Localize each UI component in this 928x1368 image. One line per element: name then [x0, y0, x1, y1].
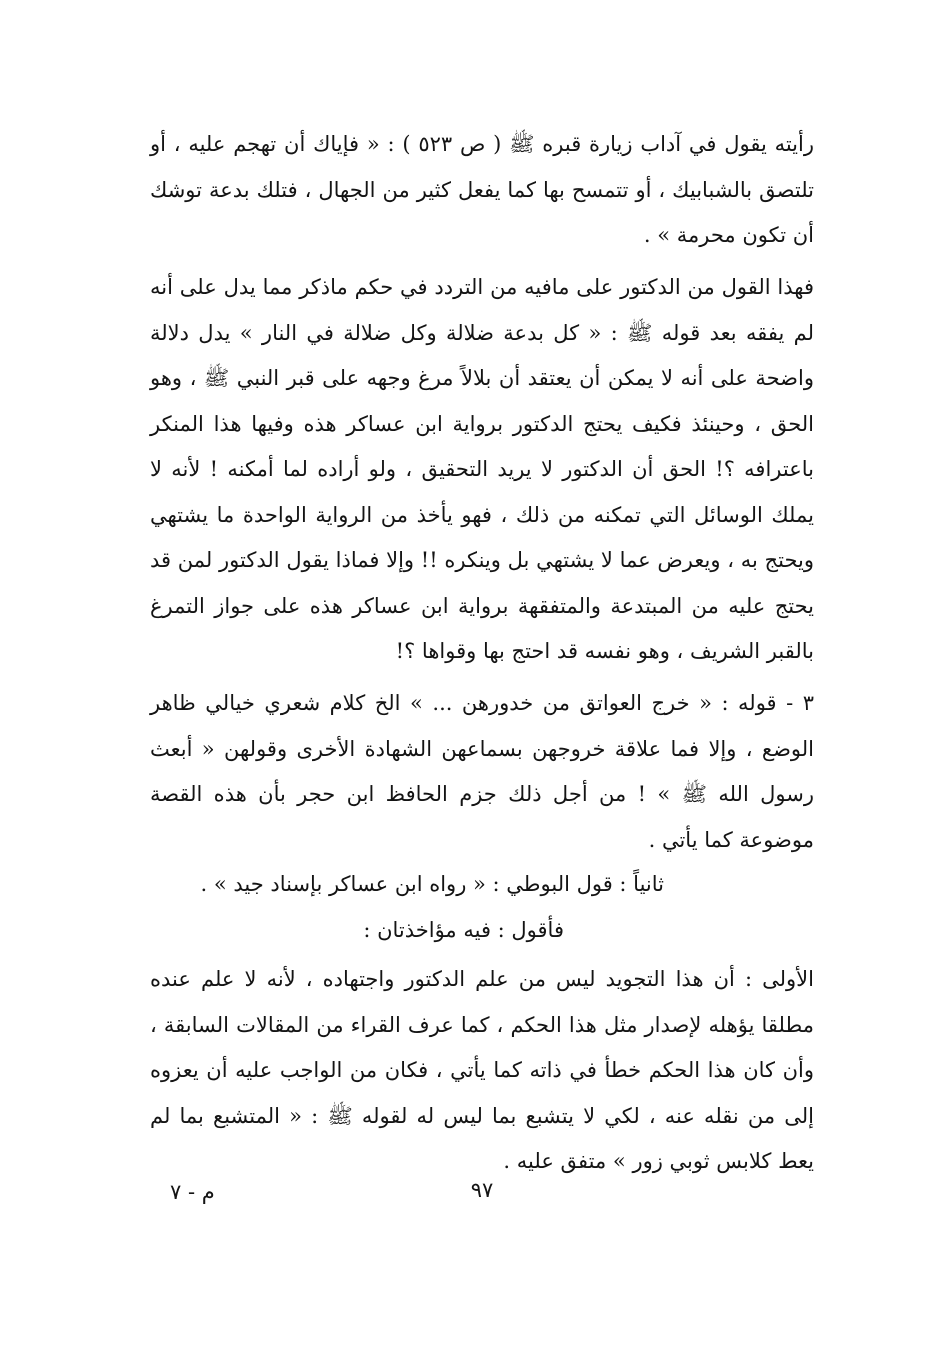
objections-line: فأقول : فيه مؤاخذتان :	[363, 917, 564, 942]
page-footer	[150, 1178, 814, 1218]
printer-signature: م - ٧	[170, 1180, 215, 1204]
paragraph-point-three	[150, 681, 814, 863]
paragraph-opening-quote	[150, 122, 814, 259]
paragraph-text: ٣ - قوله : « خرج العواتق من خدورهن ... » الخ كلام شعري خيالي ظاهر الوضع ، وإلا فما علاقة خروجهن بسماعهن الشهادة الأخرى وقولهن « أبعث رسول الله ﷺ » ! من أجل ذلك جزم الحافظ ابن حجر بأن هذه القصة موضوعة كما يأتي .	[150, 691, 814, 852]
secondly-line: ثانياً : قول البوطي : « رواه ابن عساكر بإسناد جيد » .	[200, 872, 664, 896]
paragraph-text: الأولى : أن هذا التجويد ليس من علم الدكتور واجتهاده ، لأنه لا علم عنده مطلقا يؤهله لإصدار مثل هذا الحكم ، كما عرف القراء من المقالات السابقة ، وأن كان هذا الحكم خطأ في ذاته كما يأتي ، فكان من الواجب عليه أن يعزوه إلى من نقله عنه ، لكي لا يتشبع بما ليس له لقوله ﷺ : « المتشبع بما لم يعط كلابس ثوبي زور » متفق عليه .	[150, 967, 814, 1173]
paragraph-first-objection	[150, 957, 814, 1185]
page-number: ٩٧	[470, 1178, 494, 1202]
paragraph-commentary	[150, 265, 814, 675]
paragraph-text: فهذا القول من الدكتور على مافيه من التردد في حكم ماذكر مما يدل على أنه لم يفقه بعد قوله ﷺ : « كل بدعة ضلالة وكل ضلالة في النار » يدل دلالة واضحة على أنه لا يمكن أن يعتقد أن بلالاً مرغ وجهه على قبر النبي ﷺ ، وهو الحق ، وحينئذ فكيف يحتج الدكتور برواية ابن عساكر هذه وفيها هذا المنكر باعترافه ؟! الحق أن الدكتور لا يريد التحقيق ، ولو أراده لما أمكنه ! لأنه لا يملك الوسائل التي تمكنه من ذلك ، فهو يأخذ من الرواية الواحدة ما يشتهي ويحتج به ، ويعرض عما لا يشتهي بل وينكره !! وإلا فماذا يقول الدكتور لمن قد يحتج عليه من المبتدعة والمتفقهة برواية ابن عساكر هذه على جواز التمرغ بالقبر الشريف ، وهو نفسه قد احتج بها وقواها ؟!	[150, 275, 814, 663]
paragraph-secondly	[150, 862, 814, 953]
paragraph-text: رأيته يقول في آداب زيارة قبره ﷺ ( ص ٥٢٣ ) : « فإياك أن تهجم عليه ، أو تلتصق بالشبابيك ، أو تتمسح بها كما يفعل كثير من الجهال ، فتلك بدعة توشك أن تكون محرمة » .	[150, 132, 815, 247]
